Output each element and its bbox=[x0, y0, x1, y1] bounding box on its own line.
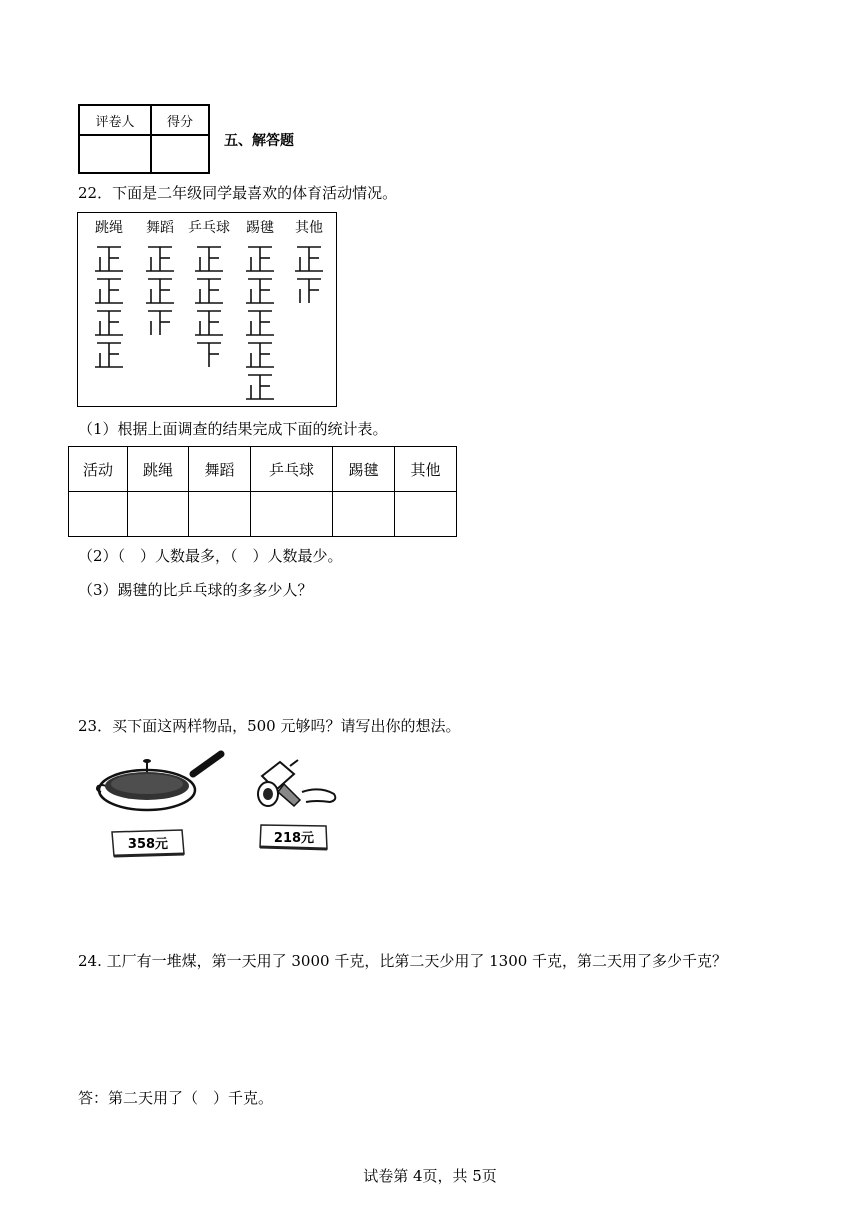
score-label: 得分 bbox=[151, 105, 209, 135]
tally-group bbox=[146, 247, 174, 271]
tally-group bbox=[95, 311, 123, 335]
tally-group bbox=[295, 247, 323, 271]
tally-header: 其他 bbox=[295, 220, 323, 236]
q24-answer: 答：第二天用了（ ）千克。 bbox=[78, 1089, 274, 1107]
tally-header: 跳绳 bbox=[95, 220, 123, 236]
stat-header: 乒乓球 bbox=[251, 447, 333, 492]
q23-prompt: 23．买下面这两样物品，500 元够吗？请写出你的想法。 bbox=[78, 717, 461, 735]
tally-marks bbox=[145, 243, 175, 403]
tally-group bbox=[246, 279, 274, 303]
stat-cell[interactable] bbox=[251, 492, 333, 537]
section-title: 五、解答题 bbox=[224, 133, 294, 149]
score-cell[interactable] bbox=[151, 135, 209, 173]
q22-prompt: 22．下面是二年级同学最喜欢的体育活动情况。 bbox=[78, 184, 398, 202]
page-footer: 试卷第 4页，共 5页 bbox=[363, 1167, 497, 1185]
stat-header: 其他 bbox=[395, 447, 457, 492]
tally-group bbox=[246, 375, 274, 399]
stat-table bbox=[68, 446, 457, 537]
tally-marks bbox=[94, 243, 124, 403]
tally-column bbox=[186, 217, 232, 403]
frying-pan-icon bbox=[95, 746, 225, 820]
stat-header: 踢毽 bbox=[333, 447, 395, 492]
stat-header: 跳绳 bbox=[128, 447, 189, 492]
tally-group bbox=[197, 343, 221, 367]
stat-header: 活动 bbox=[69, 447, 128, 492]
stat-header: 舞蹈 bbox=[189, 447, 251, 492]
tally-group bbox=[95, 247, 123, 271]
tally-marks bbox=[245, 243, 275, 403]
tally-group bbox=[148, 311, 172, 335]
tally-group bbox=[95, 279, 123, 303]
price-218: 218元 bbox=[273, 831, 315, 846]
stat-cell[interactable] bbox=[395, 492, 457, 537]
stat-cell[interactable] bbox=[333, 492, 395, 537]
tally-column bbox=[86, 217, 132, 403]
tally-marks bbox=[294, 243, 324, 403]
tally-header: 乒乓球 bbox=[188, 220, 230, 236]
stat-cell[interactable] bbox=[189, 492, 251, 537]
tally-group bbox=[246, 343, 274, 367]
price-358: 358元 bbox=[127, 837, 169, 852]
tally-column bbox=[137, 217, 183, 403]
tally-column bbox=[237, 217, 283, 403]
q24-prompt: 24. 工厂有一堆煤，第一天用了 3000 千克，比第二天少用了 1300 千克，第二天用了多少千克？ bbox=[78, 952, 728, 970]
tally-group bbox=[195, 279, 223, 303]
q22-sub2: （2）（ ）人数最多，（ ）人数最少。 bbox=[78, 547, 343, 565]
tally-group bbox=[297, 279, 321, 303]
stat-cell[interactable] bbox=[128, 492, 189, 537]
stat-cell[interactable] bbox=[69, 492, 128, 537]
tally-header: 踢毽 bbox=[246, 220, 274, 236]
tally-group bbox=[246, 247, 274, 271]
reviewer-cell[interactable] bbox=[79, 135, 151, 173]
tally-group bbox=[195, 247, 223, 271]
tally-header: 舞蹈 bbox=[146, 220, 174, 236]
tally-chart bbox=[77, 212, 337, 407]
tally-group bbox=[95, 343, 123, 367]
tally-group bbox=[246, 311, 274, 335]
tally-group bbox=[195, 311, 223, 335]
reviewer-label: 评卷人 bbox=[79, 105, 151, 135]
tally-group bbox=[146, 279, 174, 303]
tally-column bbox=[286, 217, 332, 403]
hair-dryer-icon bbox=[250, 756, 342, 820]
q22-sub3: （3）踢毽的比乒乓球的多多少人？ bbox=[78, 581, 313, 599]
tally-marks bbox=[194, 243, 224, 403]
score-box bbox=[78, 104, 210, 174]
q22-sub1: （1）根据上面调查的结果完成下面的统计表。 bbox=[78, 420, 388, 438]
